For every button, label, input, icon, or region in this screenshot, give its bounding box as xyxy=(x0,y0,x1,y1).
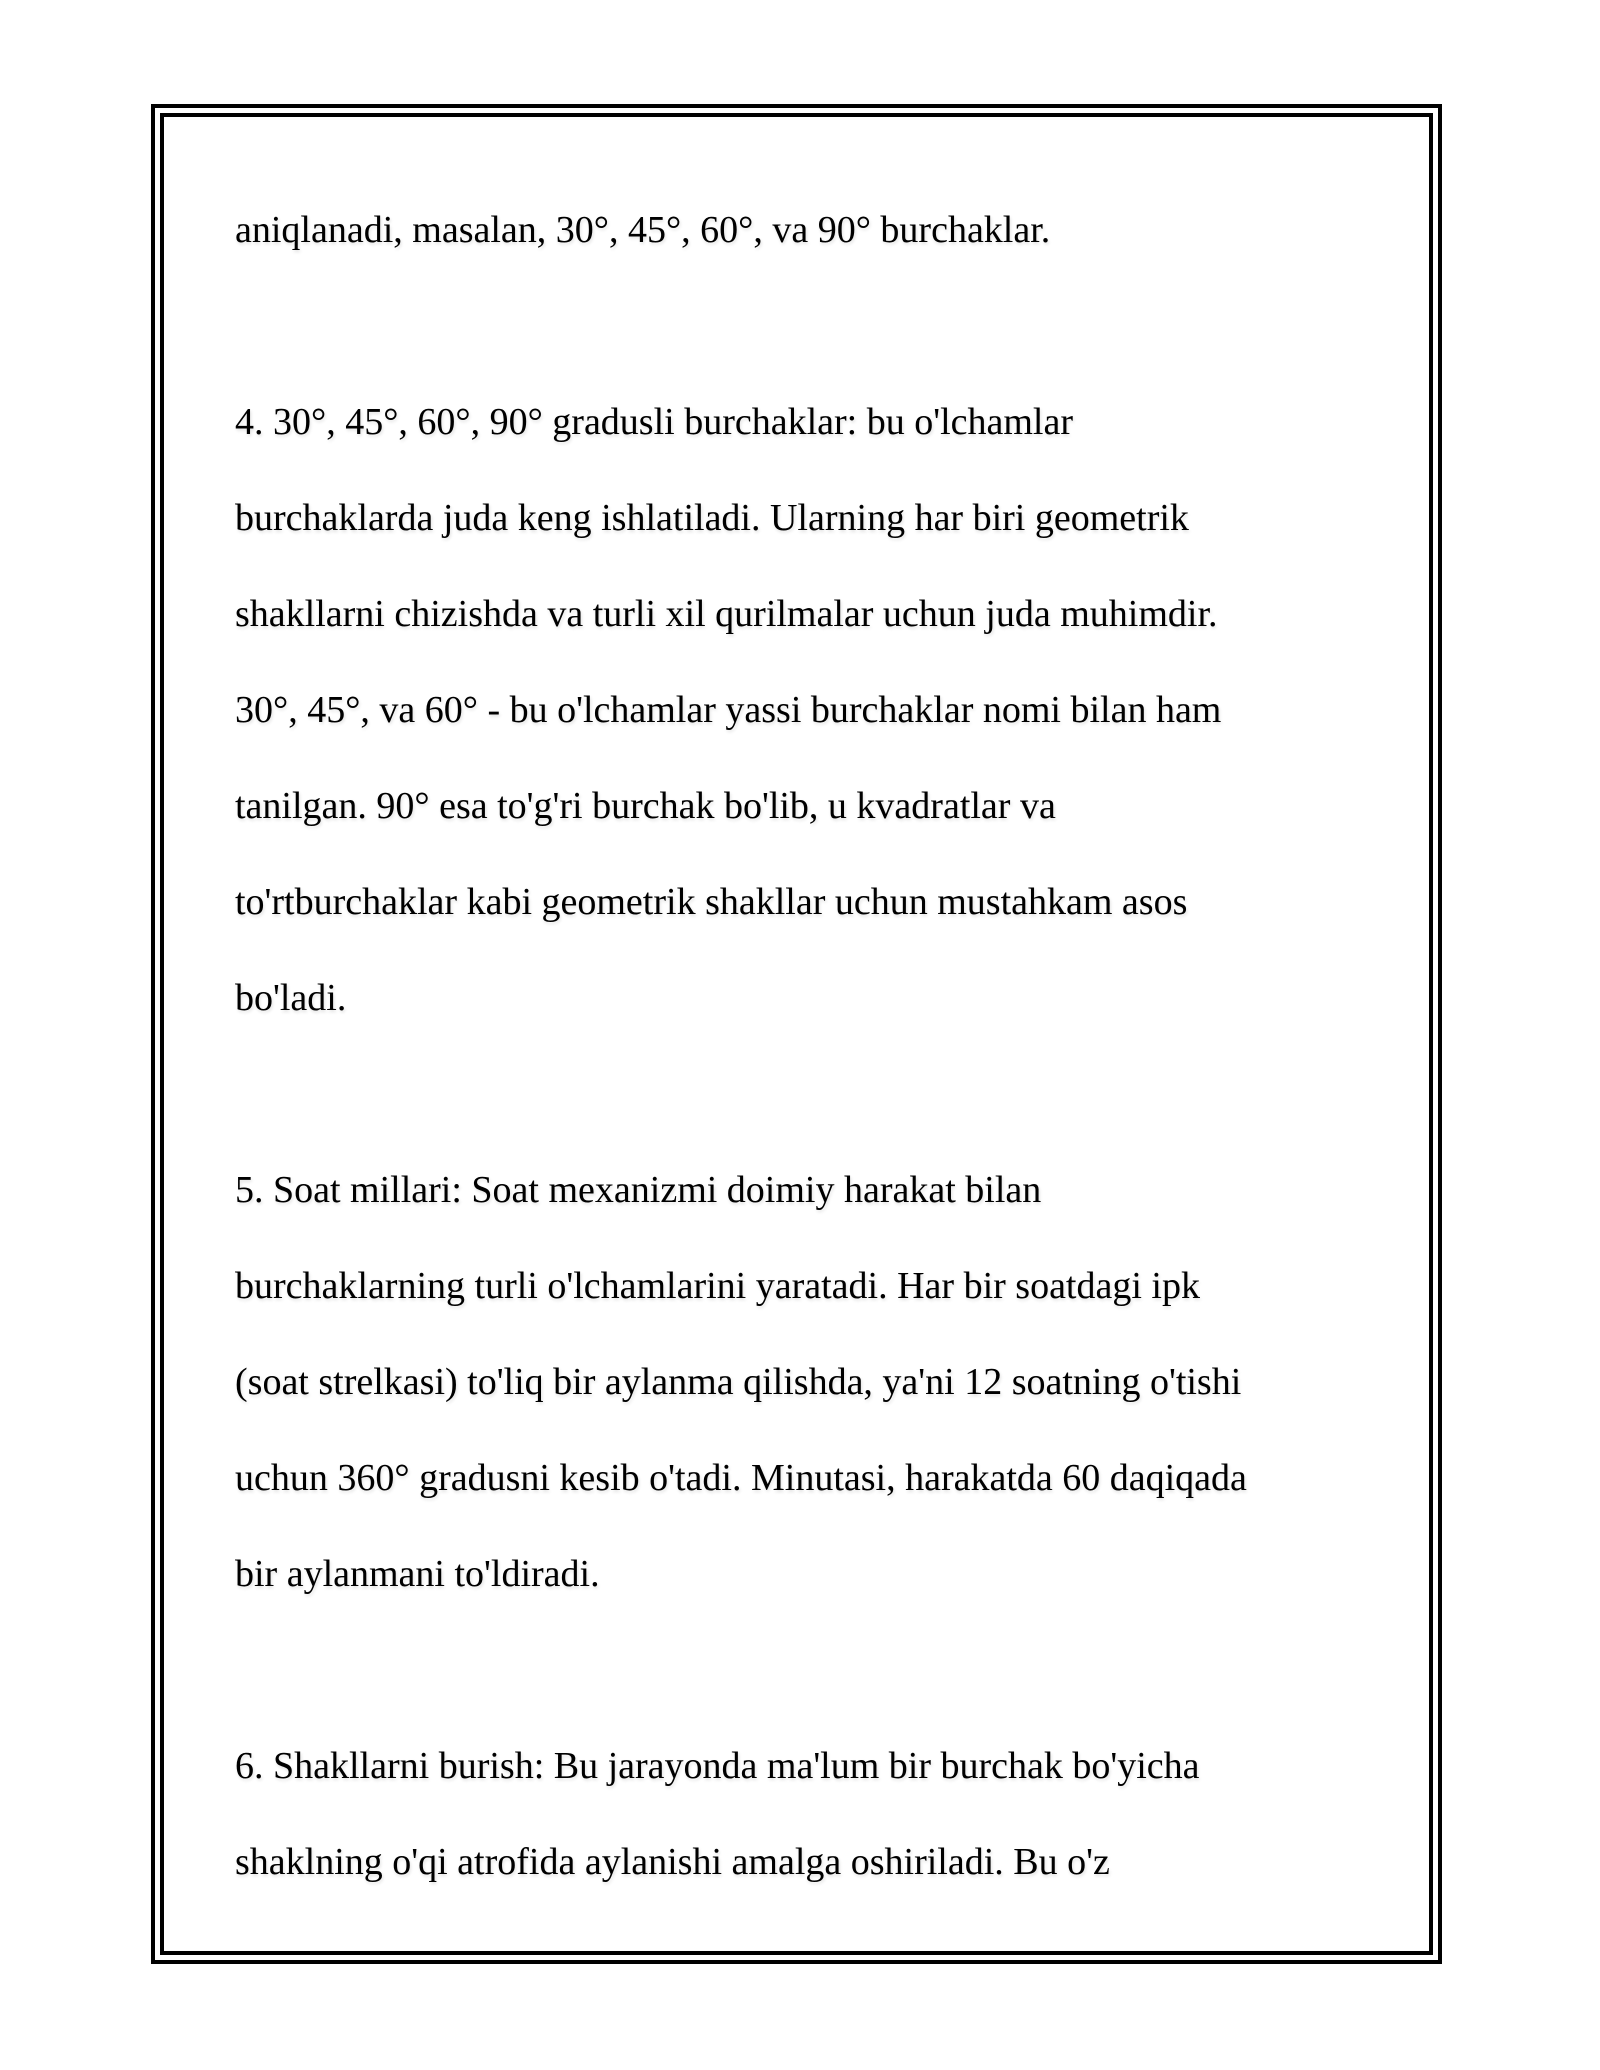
text-line: burchaklarda juda keng ishlatiladi. Ularning har biri geometrik xyxy=(235,497,1189,539)
text-line: aniqlanadi, masalan, 30°, 45°, 60°, va 90° burchaklar. xyxy=(235,209,1051,251)
text-line: shakllarni chizishda va turli xil qurilmalar uchun juda muhimdir. xyxy=(235,593,1218,635)
text-line: bo'ladi. xyxy=(235,977,347,1019)
paragraph-continuation xyxy=(235,182,1365,278)
paragraph-item-6 xyxy=(235,1718,1365,1910)
text-line: 30°, 45°, va 60° - bu o'lchamlar yassi burchaklar nomi bilan ham xyxy=(235,689,1222,731)
text-line: uchun 360° gradusni kesib o'tadi. Minutasi, harakatda 60 daqiqada xyxy=(235,1457,1247,1499)
paragraph-item-4 xyxy=(235,374,1365,1046)
paragraph-gap xyxy=(235,1046,1365,1142)
paragraph-gap xyxy=(235,278,1365,374)
text-line: (soat strelkasi) to'liq bir aylanma qilishda, ya'ni 12 soatning o'tishi xyxy=(235,1361,1242,1403)
text-line: burchaklarning turli o'lchamlarini yaratadi. Har bir soatdagi ipk xyxy=(235,1265,1200,1307)
text-line: bir aylanmani to'ldiradi. xyxy=(235,1553,600,1595)
text-line: tanilgan. 90° esa to'g'ri burchak bo'lib, u kvadratlar va xyxy=(235,785,1056,827)
text-line: to'rtburchaklar kabi geometrik shakllar uchun mustahkam asos xyxy=(235,881,1188,923)
paragraph-item-5 xyxy=(235,1142,1365,1622)
text-line: shaklning o'qi atrofida aylanishi amalga oshiriladi. Bu o'z xyxy=(235,1841,1110,1883)
text-line: 6. Shakllarni burish: Bu jarayonda ma'lum bir burchak bo'yicha xyxy=(235,1745,1200,1787)
text-line: 5. Soat millari: Soat mexanizmi doimiy harakat bilan xyxy=(235,1169,1042,1211)
paragraph-gap xyxy=(235,1622,1365,1718)
page-content xyxy=(235,182,1365,1910)
text-line: 4. 30°, 45°, 60°, 90° gradusli burchaklar: bu o'lchamlar xyxy=(235,401,1074,443)
